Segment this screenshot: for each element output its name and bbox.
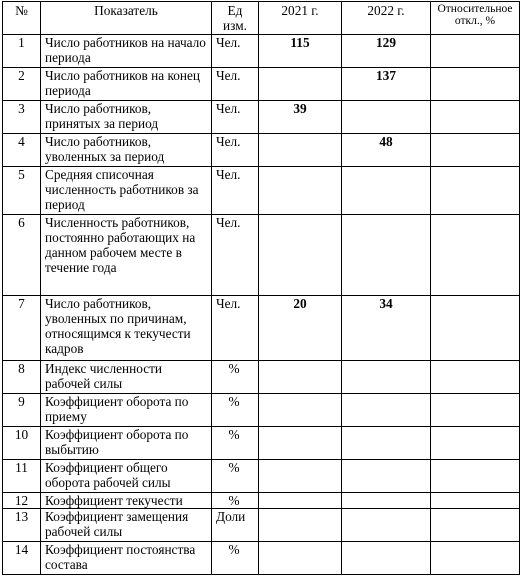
value-2022-cell [342,167,431,215]
indicator-cell: Коэффициент замещения рабочей силы [41,509,212,542]
row-number: 3 [3,101,41,134]
row-number: 5 [3,167,41,215]
header-year-2021: 2021 г. [259,2,342,35]
relative-deviation-cell [431,296,520,361]
value-2022-cell: 137 [342,68,431,101]
header-row [3,2,520,35]
unit-cell: % [212,361,259,394]
header-year-2022: 2022 г. [342,2,431,35]
table-row [3,460,520,493]
indicator-cell: Коэффициент постоянства состава [41,542,212,575]
indicator-cell: Число работников на конец периода [41,68,212,101]
table-row [3,509,520,542]
row-number: 11 [3,460,41,493]
value-2022-cell: 48 [342,134,431,167]
unit-cell: Доли [212,509,259,542]
unit-cell: Чел. [212,296,259,361]
unit-cell: Чел. [212,167,259,215]
unit-cell: % [212,427,259,460]
table-row [3,296,520,361]
unit-cell: % [212,394,259,427]
value-2021-cell: 20 [259,296,342,361]
row-number: 13 [3,509,41,542]
table-row [3,427,520,460]
table-body [3,35,520,575]
row-number: 6 [3,215,41,296]
value-2022-cell [342,215,431,296]
value-2022-cell [342,361,431,394]
indicator-cell: Число работников на начало периода [41,35,212,68]
relative-deviation-cell [431,101,520,134]
value-2021-cell [259,167,342,215]
value-2021-cell [259,427,342,460]
indicator-cell: Число работников, уволенных за период [41,134,212,167]
value-2022-cell [342,493,431,509]
relative-deviation-cell [431,493,520,509]
row-number: 7 [3,296,41,361]
relative-deviation-cell [431,509,520,542]
value-2022-cell [342,394,431,427]
row-number: 14 [3,542,41,575]
value-2022-cell: 129 [342,35,431,68]
table-row [3,493,520,509]
value-2021-cell [259,460,342,493]
indicator-cell: Коэффициент оборота по выбытию [41,427,212,460]
value-2021-cell [259,509,342,542]
table-row [3,542,520,575]
unit-cell: Чел. [212,215,259,296]
unit-cell: % [212,460,259,493]
value-2021-cell: 39 [259,101,342,134]
table-row [3,361,520,394]
unit-cell: Чел. [212,68,259,101]
row-number: 9 [3,394,41,427]
table-header [3,2,520,35]
unit-cell: % [212,493,259,509]
value-2022-cell [342,460,431,493]
staff-indicators-table [2,1,520,575]
value-2022-cell [342,101,431,134]
value-2022-cell [342,509,431,542]
value-2021-cell [259,542,342,575]
relative-deviation-cell [431,134,520,167]
relative-deviation-cell [431,68,520,101]
value-2021-cell [259,134,342,167]
value-2021-cell [259,394,342,427]
value-2021-cell: 115 [259,35,342,68]
relative-deviation-cell [431,361,520,394]
indicator-cell: Индекс численности рабочей силы [41,361,212,394]
relative-deviation-cell [431,394,520,427]
header-relative-deviation: Относительное откл., % [431,2,520,35]
table-row [3,167,520,215]
indicator-cell: Коэффициент оборота по приему [41,394,212,427]
header-indicator: Показатель [41,2,212,35]
indicator-cell: Коэффициент текучести [41,493,212,509]
header-unit: Ед изм. [212,2,259,35]
table-row [3,68,520,101]
row-number: 10 [3,427,41,460]
value-2021-cell [259,361,342,394]
indicator-cell: Число работников, уволенных по причинам, относящимся к текучести кадров [41,296,212,361]
table-row [3,35,520,68]
row-number: 4 [3,134,41,167]
indicator-cell: Численность работников, постоянно работающих на данном рабочем месте в течение года [41,215,212,296]
relative-deviation-cell [431,167,520,215]
indicator-cell: Число работников, принятых за период [41,101,212,134]
row-number: 2 [3,68,41,101]
relative-deviation-cell [431,427,520,460]
unit-cell: % [212,542,259,575]
indicator-cell: Коэффициент общего оборота рабочей силы [41,460,212,493]
table-row [3,215,520,296]
row-number: 1 [3,35,41,68]
relative-deviation-cell [431,542,520,575]
value-2022-cell: 34 [342,296,431,361]
row-number: 8 [3,361,41,394]
row-number: 12 [3,493,41,509]
value-2021-cell [259,68,342,101]
value-2022-cell [342,542,431,575]
relative-deviation-cell [431,460,520,493]
relative-deviation-cell [431,215,520,296]
value-2021-cell [259,215,342,296]
table-row [3,134,520,167]
header-num: № [3,2,41,35]
unit-cell: Чел. [212,101,259,134]
value-2022-cell [342,427,431,460]
table-row [3,394,520,427]
indicator-cell: Средняя списочная численность работников за период [41,167,212,215]
unit-cell: Чел. [212,35,259,68]
table-row [3,101,520,134]
relative-deviation-cell [431,35,520,68]
unit-cell: Чел. [212,134,259,167]
value-2021-cell [259,493,342,509]
